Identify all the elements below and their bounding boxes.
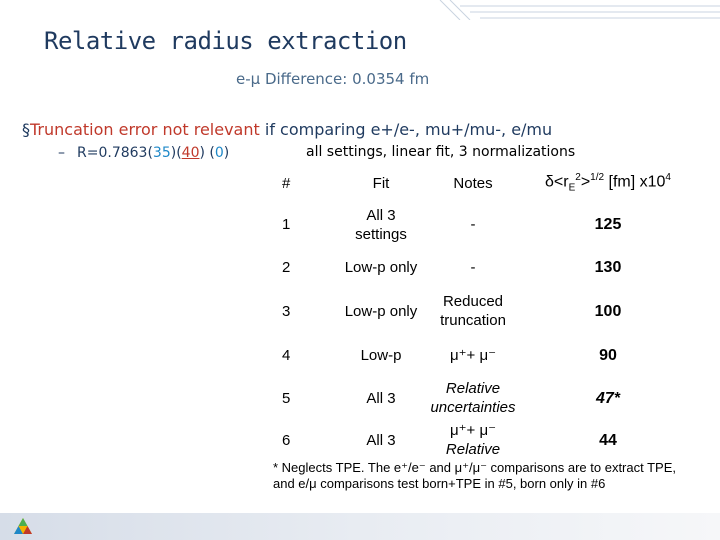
header-fit: Fit xyxy=(372,174,390,192)
bullet-rest-text: if comparing e+/e-, mu+/mu-, e/mu xyxy=(259,120,553,139)
row-fit: All 3 xyxy=(366,389,396,407)
table-row xyxy=(276,419,694,461)
row-value: 130 xyxy=(594,259,622,276)
row-num: 1 xyxy=(282,216,291,233)
sub-bullet-radius xyxy=(58,145,229,161)
row-fit: Low-p only xyxy=(344,259,418,276)
radius-suffix: ) xyxy=(223,145,230,161)
row-notes: Reduced truncation xyxy=(440,293,506,329)
footer-band xyxy=(0,513,720,540)
radius-third-error: 0 xyxy=(214,145,224,161)
row-num: 5 xyxy=(282,389,291,407)
row-notes: - xyxy=(470,216,476,233)
row-fit: All 3 xyxy=(366,431,396,449)
radius-mid1: )( xyxy=(170,145,182,161)
table-header-row xyxy=(276,163,694,203)
slide-title: Relative radius extraction xyxy=(44,27,407,55)
radius-mid2: ) ( xyxy=(199,145,215,161)
radius-sys-error: 40 xyxy=(181,145,200,161)
slide-subtitle: e-μ Difference: 0.0354 fm xyxy=(236,70,430,88)
row-num: 4 xyxy=(282,346,291,364)
row-num: 6 xyxy=(282,431,291,449)
row-num: 3 xyxy=(282,302,291,320)
header-value: $\delta<r_E^2>^{1/2}$ [fm] $x10^4$ xyxy=(545,172,671,194)
results-table xyxy=(276,163,694,461)
table-row xyxy=(276,203,694,246)
table-row xyxy=(276,246,694,289)
row-fit: Low-p only xyxy=(344,302,418,320)
row-notes: Relative uncertainties xyxy=(430,380,516,416)
table-row xyxy=(276,377,694,419)
header-notes: Notes xyxy=(453,174,493,192)
footnote: * Neglects TPE. The e⁺/e⁻ and μ⁺/μ⁻ comparisons are to extract TPE, and e/μ comparisons test born+TPE in #5, born only in #6 xyxy=(273,460,676,491)
row-fit: Low-p xyxy=(360,346,402,364)
row-value: 100 xyxy=(594,302,622,320)
settings-note: all settings, linear fit, 3 normalizations xyxy=(306,144,576,160)
sub-bullet-dash: – xyxy=(58,145,65,161)
table-row xyxy=(276,333,694,377)
row-value: 44 xyxy=(599,431,617,449)
row-notes: - xyxy=(470,259,476,276)
bullet-truncation xyxy=(22,120,552,139)
table-row xyxy=(276,289,694,333)
row-notes-line2: Relative xyxy=(445,441,501,458)
row-value: 125 xyxy=(594,216,622,233)
header-num: # xyxy=(282,174,291,192)
row-notes: μ⁺+ μ⁻ xyxy=(449,346,497,364)
row-notes-line1: μ⁺+ μ⁻ xyxy=(449,422,497,439)
row-fit: All 3 settings xyxy=(355,206,407,243)
triangle-logo-icon xyxy=(14,518,32,534)
row-notes xyxy=(424,419,522,461)
row-value: 47* xyxy=(595,389,621,407)
radius-stat-error: 35 xyxy=(152,145,171,161)
decorative-header-lines xyxy=(400,0,720,20)
bullet-marker: § xyxy=(22,120,30,139)
bullet-red-text: Truncation error not relevant xyxy=(30,120,260,139)
row-value: 90 xyxy=(599,346,617,364)
row-num: 2 xyxy=(282,259,291,276)
radius-prefix: R=0.7863( xyxy=(77,145,153,161)
